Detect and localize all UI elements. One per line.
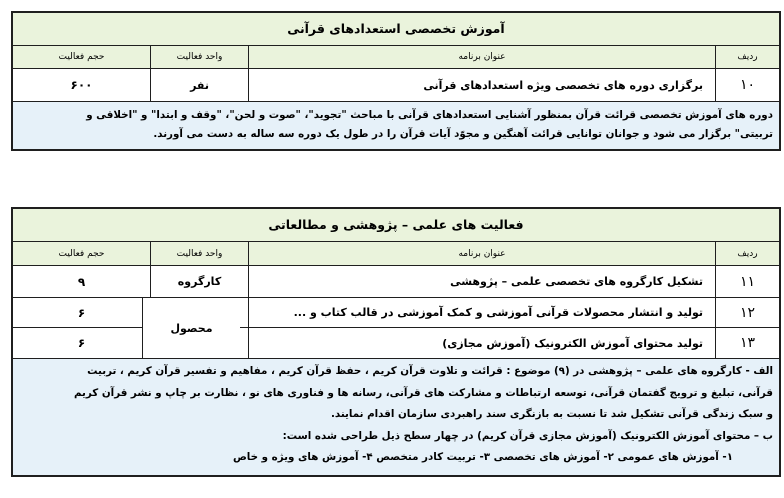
description-line: تربیتی" برگزار می شود و جوانان توانایی قرائت آهنگین و مجوّد آیات قرآن را در طول یک دوره سه ساله به دست می آورند. [153,128,773,140]
table-row [13,328,779,358]
header-unit: واحد فعالیت [150,242,248,265]
row-program: تولید و انتشار محصولات قرآنی آموزشی و کمک آموزشی در قالب کتاب و ... [248,298,715,327]
description-line: ۱- آموزش های عمومی ۲- آموزش های تخصصی ۳- تربیت کادر متخصص ۴- آموزش های ویژه و خاص [232,451,733,463]
row-program: تولید محتوای آموزش الکترونیک (آموزش مجازی) [248,328,715,358]
row-volume: ۶۰۰ [70,78,93,92]
header-program: عنوان برنامه [248,46,715,68]
row-unit: کارگروه [150,266,248,297]
description-line: ب – محتوای آموزش الکترونیک (آموزش مجازی قرآن کریم) در چهار سطح ذیل طراحی شده است: [282,429,773,442]
header-row-no: ردیف [715,46,779,68]
description-line: دوره های آموزش تخصصی قرائت قرآن بمنظور آشنایی استعدادهای قرآنی با مباحث "تجوید"، "صوت و لحن"، "وقف و ابتدا" و "اخلاقی و [86,109,773,121]
row-number: ۱۲ [715,298,779,327]
row-number: ۱۰ [715,69,779,101]
table-research-activities [11,207,781,477]
header-unit: واحد فعالیت [150,46,248,68]
header-volume: حجم فعالیت [58,52,105,62]
row-number: ۱۳ [715,328,779,358]
row-program: برگزاری دوره های تخصصی ویژه استعدادهای قرآنی [248,69,715,101]
table-quranic-talents [11,11,781,151]
merged-unit-cell [142,298,240,358]
row-volume: ۹ [77,274,86,289]
row-unit: نفر [150,69,248,101]
header-row-no: ردیف [715,242,779,265]
table2-body [13,266,779,358]
header-program: عنوان برنامه [248,242,715,265]
table-row [13,298,779,328]
row-number: ۱۱ [715,266,779,297]
description-line: الف - کارگروه های علمی – پژوهشی در (۹) موضوع : قرائت و تلاوت قرآن کریم ، حفظ قرآن کریم ، مفاهیم و تفسیر قرآن کریم ، تربیت [87,365,773,377]
table-row [13,69,779,101]
table2-description [13,358,779,475]
table1-description [13,101,779,149]
row-volume: ۶ [77,336,86,350]
table2-header-row [13,242,779,266]
merged-unit-label: محصول [170,321,213,335]
table2-title: فعالیت های علمی – پژوهشی و مطالعاتی [13,209,779,242]
table-row [13,266,779,298]
description-line: قرآنی، تبلیغ و ترویج گفتمان قرآنی، توسعه ارتباطات و مشارکت های قرآنی، رسانه ها و فناوری های نو ، نظارت بر چاپ و نشر قرآن کریم [73,386,773,399]
header-volume: حجم فعالیت [58,248,105,259]
row-program: تشکیل کارگروه های تخصصی علمی – پژوهشی [248,266,715,297]
table1-title: آموزش تخصصی استعدادهای قرآنی [13,13,779,46]
row-volume: ۶ [77,305,86,320]
description-line: و سبک زندگی قرآنی تشکیل شد تا نسبت به بازنگری سند راهبردی سازمان اقدام نمایند. [330,408,773,420]
table1-header-row [13,46,779,69]
